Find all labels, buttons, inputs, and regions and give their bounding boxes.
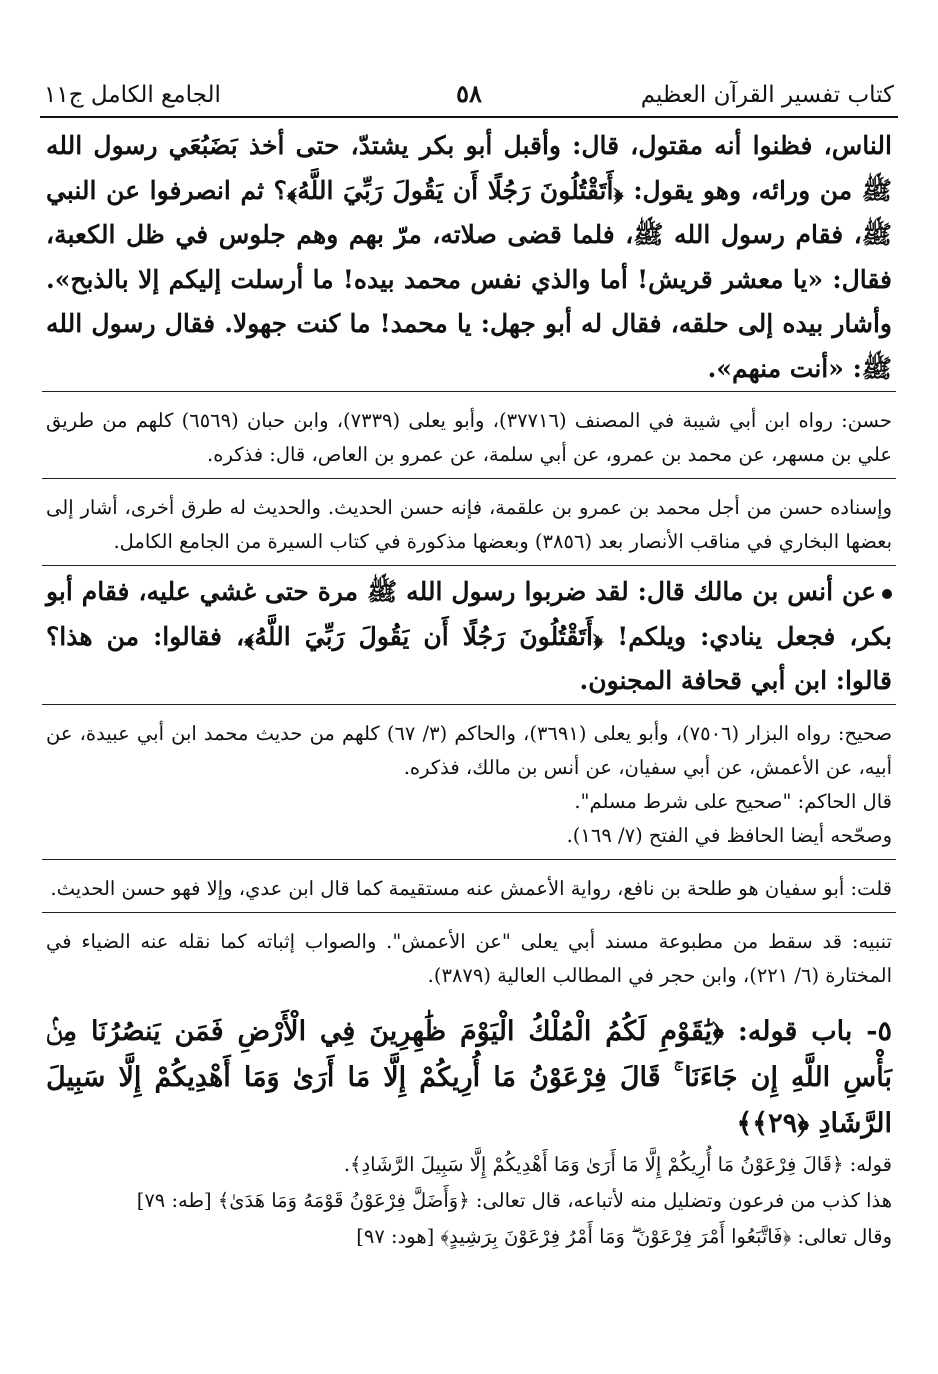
commentary-line: وقال تعالى: ﴿فَاتَّبَعُوا أَمْرَ فِرْعَوْنَ ۖ وَمَا أَمْرُ فِرْعَوْنَ بِرَشِيدٍ﴾ [هود: ٩٧] [356, 1224, 892, 1248]
chapter-heading-text: ٥- باب قوله: ﴿يَٰقَوْمِ لَكُمُ الْمُلْكُ الْيَوْمَ ظَٰهِرِينَ فِي الْأَرْضِ فَمَن يَنصُرُنَا مِنۢ بَأْسِ اللَّهِ إِن جَاءَنَا ۚ قَالَ فِرْعَوْنُ مَا أُرِيكُمْ إِلَّا مَا أَرَىٰ وَمَا أَهْدِيكُمْ إِلَّا سَبِيلَ الرَّشَادِ ﴿٢٩﴾﴾ [46, 1015, 892, 1139]
commentary-line: قوله: ﴿قَالَ فِرْعَوْنُ مَا أُرِيكُمْ إِلَّا مَا أَرَىٰ وَمَا أَهْدِيكُمْ إِلَّا سَبِيلَ الرَّشَادِ﴾. [343, 1152, 892, 1176]
takhrij-note [46, 479, 892, 565]
note-text: تنبيه: قد سقط من مطبوعة مسند أبي يعلى "عن الأعمش". والصواب إثباته كما نقله عنه الضياء في المختارة (٦/ ٢٢١)، وابن حجر في المطالب العالية (٣٨٧٩). [46, 929, 892, 987]
chapter-heading [46, 999, 892, 1147]
running-header [44, 64, 894, 108]
note-text: قال الحاكم: "صحيح على شرط مسلم". [574, 789, 892, 813]
header-rule [40, 116, 898, 118]
page-body [46, 124, 892, 1255]
bullet-icon [882, 589, 892, 599]
note-text: صحيح: رواه البزار (٧٥٠٦)، وأبو يعلى (٣٦٩١)، والحاكم (٣/ ٦٧) كلهم من حديث محمد ابن أبي عبيدة، عن أبيه، عن الأعمش، عن أبي سفيان، عن أنس بن مالك، فذكره. [46, 721, 893, 779]
narration-paragraph [46, 124, 892, 391]
volume-label: الجامع الكامل ج١١ [44, 82, 221, 108]
commentary-line: هذا كذب من فرعون وتضليل منه لأتباعه، قال تعالى: ﴿وَأَضَلَّ فِرْعَوْنُ قَوْمَهُ وَمَا هَدَىٰ﴾ [طه: ٧٩] [136, 1188, 892, 1212]
takhrij-note [46, 392, 892, 478]
commentary-block [46, 1147, 892, 1255]
takhrij-note [46, 705, 892, 859]
narration-text: الناس، فظنوا أنه مقتول، قال: وأقبل أبو بكر يشتدّ، حتى أخذ بَضَبُعَي رسول الله ﷺ من ورائه، وهو يقول: ﴿أَتَقْتُلُونَ رَجُلًا أَن يَقُولَ رَبِّيَ اللَّهُ﴾؟ ثم انصرفوا عن النبي ﷺ، فقام رسول الله ﷺ، فلما قضى صلاته، مرّ بهم وهم جلوس في ظل الكعبة، فقال: «يا معشر قريش! أما والذي نفس محمد بيده! ما أرسلت إليكم إلا بالذبح». وأشار بيده إلى حلقه، فقال له أبو جهل: يا محمد! ما كنت جهولا. فقال رسول الله ﷺ: «أنت منهم». [46, 131, 892, 383]
book-title: كتاب تفسير القرآن العظيم [640, 82, 894, 108]
caution-note [46, 913, 892, 999]
comment-note [46, 860, 892, 912]
page-number: ٥٨ [456, 79, 482, 108]
note-text: وإسناده حسن من أجل محمد بن عمرو بن علقمة، فإنه حسن الحديث. والحديث له طرق أخرى، أشار إلى بعضها البخاري في مناقب الأنصار بعد (٣٨٥٦) وبعضها مذكورة في كتاب السيرة من الجامع الكامل. [46, 496, 892, 553]
note-text: قلت: أبو سفيان هو طلحة بن نافع، رواية الأعمش عنه مستقيمة كما قال ابن عدي، وإلا فهو حسن الحديث. [50, 876, 892, 900]
note-text: وصحّحه أيضا الحافظ في الفتح (٧/ ١٦٩). [566, 823, 892, 847]
narration-paragraph [46, 566, 892, 704]
narration-text: عن أنس بن مالك قال: لقد ضربوا رسول الله ﷺ مرة حتى غشي عليه، فقام أبو بكر، فجعل ينادي: ويلكم! ﴿أَتَقْتُلُونَ رَجُلًا أَن يَقُولَ رَبِّيَ اللَّهُ﴾، فقالوا: من هذا؟ قالوا: ابن أبي قحافة المجنون. [46, 577, 892, 695]
note-text: حسن: رواه ابن أبي شيبة في المصنف (٣٧٧١٦)، وأبو يعلى (٧٣٣٩)، وابن حبان (٦٥٦٩) كلهم من طريق علي بن مسهر، عن محمد بن عمرو، عن أبي سلمة، عن عمرو بن العاص، قال: فذكره. [46, 409, 892, 466]
